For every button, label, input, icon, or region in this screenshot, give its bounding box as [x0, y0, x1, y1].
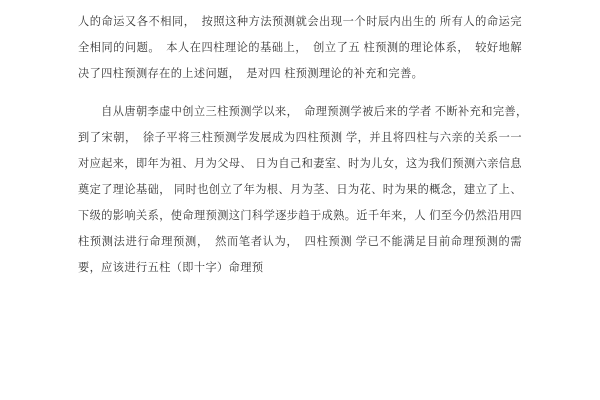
paragraph-2-line-6: 下级的影响关系，使命理预测这门科学逐步趋于成熟。近千年来，人	[78, 209, 426, 222]
paragraph-2-line-4: 日为自己和妻室、时为儿女，这为我们预测六亲信息奠定了理论基础，	[78, 157, 522, 196]
paragraph-1-line-1: 人的命运又各不相同， 按照这种方法预测就会出现一个时辰内出生的	[78, 16, 437, 28]
paragraph-1-line-3: 柱预测的理论体系， 较好地解决了四柱预测存在的上述问题， 是对四	[78, 41, 522, 80]
paragraph-2-line-5: 同时也创立了年为根、月为茎、日为花、时为果的概念，建立了上、	[174, 183, 522, 196]
paragraph-2-line-1: 自从唐朝李虚中创立三柱预测学以来， 命理预测学被后来的学者	[78, 105, 432, 118]
paragraph-2	[78, 100, 534, 282]
paragraph-1	[78, 10, 522, 88]
paragraph-2-line-8: 学已不能满足目前命理预测的需要，应该进行五柱（即十字）命理预	[78, 235, 522, 274]
paragraph-1-line-4: 柱预测理论的补充和完善。	[284, 67, 424, 80]
paragraph-2-line-3: 学，并且将四柱与六亲的关系一一对应起来，即年为祖、月为父母、	[78, 131, 522, 170]
paragraph-1-line-2: 所有人的命运完全相同的问题。 本人在四柱理论的基础上， 创立了五	[78, 16, 522, 54]
paragraph-2-line-7: 们至今仍然沿用四柱预测法进行命理预测， 然而笔者认为， 四柱预测	[78, 209, 522, 248]
paragraph-2-line-2: 不断补充和完善， 到了宋朝， 徐子平将三柱预测学发展成为四柱预测	[78, 105, 534, 144]
document-body	[78, 10, 534, 282]
